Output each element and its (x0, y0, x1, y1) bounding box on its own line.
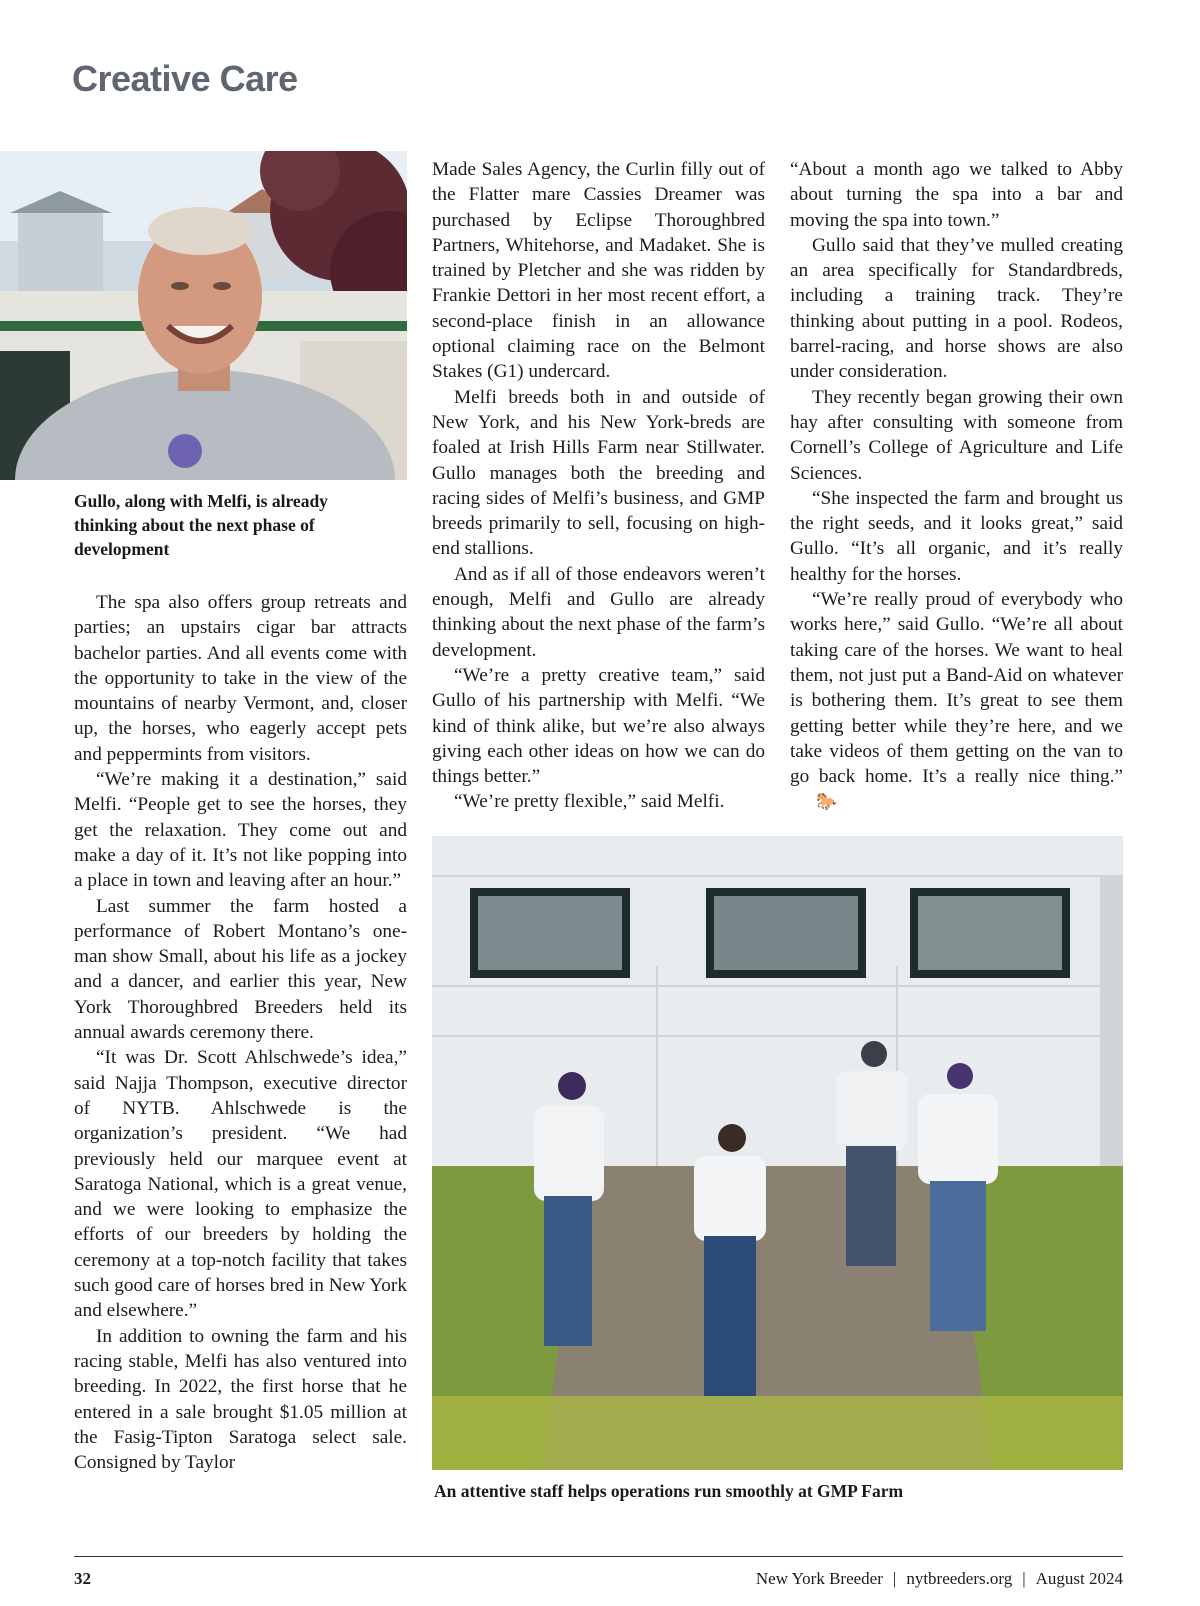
photo-staff (432, 836, 1123, 1470)
paragraph: “We’re a pretty creative team,” said Gullo of his partnership with Melfi. “We kind of think alike, but we’re also always giving each other ideas on how we can do things better.” (432, 664, 765, 788)
photo-gullo (0, 151, 407, 480)
paragraph-text: “We’re really proud of everybody who works here,” said Gullo. “We’re all about taking care of the horses. We want to heal them, not just put a Band-Aid on whatever is bothering them. It’s great to see them getting better while they’re here, and we take videos of them getting on the van to go back home. It’s a really nice thing.” (790, 589, 1123, 788)
issue-date: August 2024 (1035, 1569, 1123, 1588)
footer-separator: | (892, 1569, 897, 1588)
photo-staff-image (432, 836, 1123, 1470)
horse-icon: 🐎 (816, 792, 838, 812)
paragraph: Last summer the farm hosted a performance of Robert Montano’s one-man show Small, about his life as a jockey and a dancer, and earlier this year, New York Thoroughbred Breeders held its annual awards ceremony there. (74, 895, 407, 1044)
publication-name: New York Breeder (755, 1569, 883, 1588)
paragraph: “It was Dr. Scott Ahlschwede’s idea,” said Najja Thompson, executive director of NYTB. Ahlschwede is the organization’s president. “We had previously held our marquee event at Saratoga National, which is a great venue, and we were looking to emphasize the efforts of our breeders by holding the ceremony at a top-notch facility that takes such good care of horses bred in New York and elsewhere.” (74, 1047, 407, 1322)
paragraph: They recently began growing their own hay after consulting with someone from Cornell’s College of Agriculture and Life Sciences. (790, 386, 1123, 484)
footer-separator: | (1022, 1569, 1026, 1588)
paragraph: The spa also offers group retreats and parties; an upstairs cigar bar attracts bachelor parties. And all events come with the opportunity to take in the view of the mountains of nearby Vermont, and, closer up, the horses, who eagerly accept pets and peppermints from visitors. (74, 592, 407, 765)
paragraph: In addition to owning the farm and his racing stable, Melfi has also ventured into breeding. In 2022, the first horse that he entered in a sale brought $1.05 million at the Fasig-Tipton Saratoga select sale. Consigned by Taylor (74, 1325, 407, 1474)
paragraph: “We’re pretty flexible,” said Melfi. (454, 791, 725, 813)
article-column-2 (432, 157, 765, 815)
paragraph: Made Sales Agency, the Curlin filly out of the Flatter mare Cassies Dreamer was purchased by Eclipse Thoroughbred Partners, Whitehorse, and Madaket. She is trained by Pletcher and she was ridden by Frankie Dettori in her most recent effort, a second-place finish in an allowance optional claiming race on the Belmont Stakes (G1) undercard. (432, 159, 765, 383)
section-title: Creative Care (72, 58, 298, 99)
photo-gullo-image (0, 151, 407, 480)
article-column-1 (74, 590, 407, 1475)
paragraph: “We’re making it a destination,” said Melfi. “People get to see the horses, they get the relaxation. They come out and make a day of it. It’s not like popping into a place in town and leaving after an hour.” (74, 769, 407, 892)
page-number: 32 (74, 1569, 91, 1588)
paragraph: “About a month ago we talked to Abby about turning the spa into a bar and moving the spa into town.” (790, 159, 1123, 231)
paragraph: And as if all of those endeavors weren’t enough, Melfi and Gullo are already thinking about the next phase of the farm’s development. (432, 563, 765, 661)
paragraph: Melfi breeds both in and outside of New York, and his New York-breds are foaled at Irish Hills Farm near Stillwater. Gullo manages both the breeding and racing sides of Melfi’s business, and GMP breeds primarily to sell, focusing on high-end stallions. (432, 386, 765, 560)
footer-publication-info (756, 1569, 1123, 1589)
photo-caption-top: Gullo, along with Melfi, is already thinking about the next phase of development (74, 491, 328, 559)
footer-rule (74, 1556, 1123, 1557)
article-column-3 (790, 157, 1123, 815)
website-link[interactable]: nytbreeders.org (906, 1569, 1013, 1588)
paragraph: Gullo said that they’ve mulled creating an area specifically for Standardbreds, including a training track. They’re thinking about putting in a pool. Rodeos, barrel-racing, and horse shows are also under consideration. (790, 234, 1123, 383)
paragraph (790, 587, 1123, 815)
photo-caption-bottom: An attentive staff helps operations run smoothly at GMP Farm (434, 1481, 904, 1501)
paragraph: “She inspected the farm and brought us the right seeds, and it looks great,” said Gullo. “It’s all organic, and it’s really healthy for the horses. (790, 487, 1123, 585)
